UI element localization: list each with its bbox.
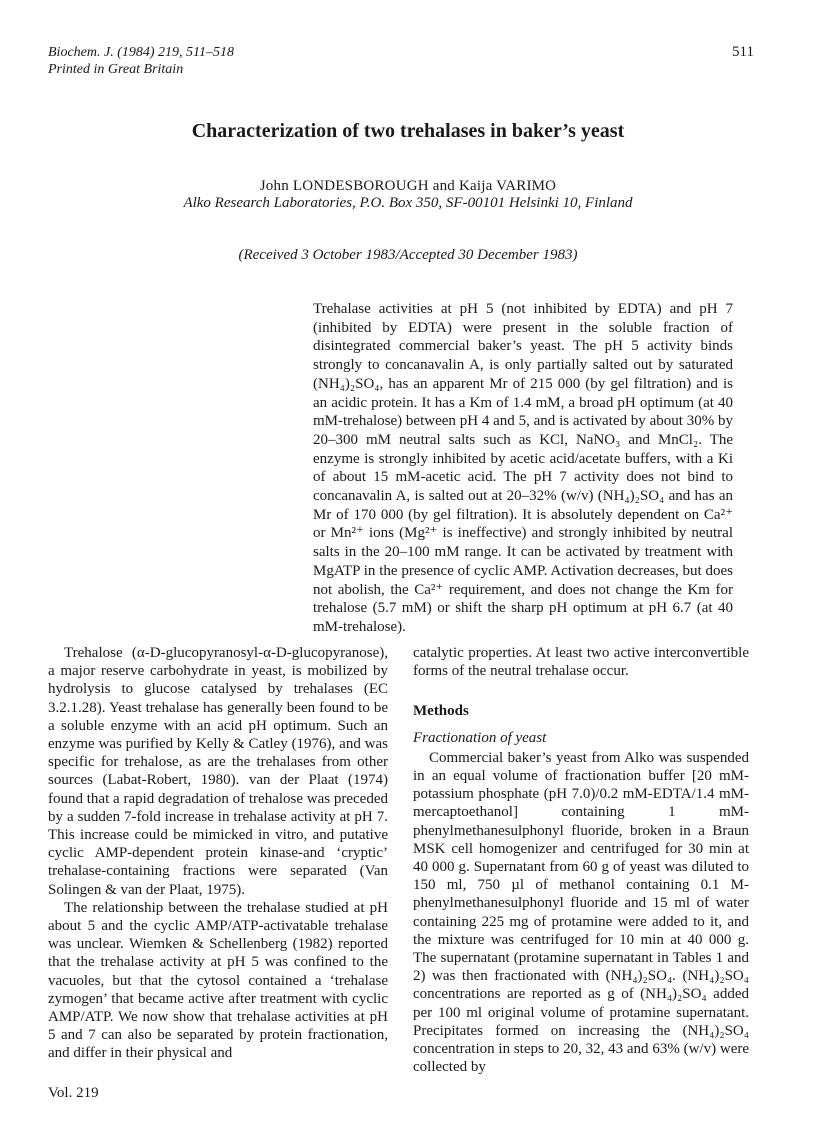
article-title: Characterization of two trehalases in baker’s yeast <box>191 120 625 142</box>
methods-paragraph: Commercial baker’s yeast from Alko was suspended in an equal volume of fractionation buffer [20 mM-potassium phosphate (pH 7.0)/0.2 mM-EDTA/1.4 mM-mercaptoethanol] containing 1 mM-phenylmethanesulphonyl fluoride, broken in a Braun MSK cell homogenizer and centrifuged for 30 min at 40 000 g. Supernatant from 60 g of yeast was diluted to 150 ml, 750 µl of methanol containing 0.1 M-phenylmethanesulphonyl fluoride and 15 ml of water containing 225 mg of protamine were added to it, and the mixture was centrifuged for 10 min at 40 000 g. The supernatant (protamine supernatant in Tables 1 and 2) was then fractionated with (NH₄)₂SO₄. (NH₄)₂SO₄ concentrations are reported as g of (NH₄)₂SO₄ added per 100 ml original volume of protamine supernatant. Precipitates formed on increasing the (NH₄)₂SO₄ concentration in steps to 20, 32, 43 and 63% (w/v) were collected by <box>413 749 749 1076</box>
intro-paragraph-1: Trehalose (α-D-glucopyranosyl-α-D-glucopyranose), a major reserve carbohydrate in yeast, is mobilized by hydrolysis to glucose catalysed by trehalases (EC 3.2.1.28). Yeast trehalase has generally been found to be a soluble enzyme with an acid pH optimum. Such an enzyme was purified by Kelly & Catley (1976), and was specific for trehalose, as are the trehalases from other sources (Labat-Robert, 1980). van der Plaat (1974) found that a rapid degradation of trehalose was preceded by a sudden 7-fold increase in trehalase activity at pH 7. This increase could be mimicked in vitro, and putative cyclic AMP-dependent protein kinase-and ‘cryptic’ trehalase-containing fractions were separated (Van Solingen & van der Plaat, 1975). <box>48 645 388 898</box>
subsection-heading-fractionation: Fractionation of yeast <box>413 729 547 746</box>
received-dates: (Received 3 October 1983/Accepted 30 December 1983) <box>238 247 578 263</box>
abstract <box>313 300 733 637</box>
right-column <box>413 644 749 1076</box>
affiliation: Alko Research Laboratories, P.O. Box 350, SF-00101 Helsinki 10, Finland <box>183 195 633 211</box>
footer-volume: Vol. 219 <box>48 1085 99 1101</box>
page-number: 511 <box>732 44 754 60</box>
intro-paragraph-continued: catalytic properties. At least two active interconvertible forms of the neutral trehalase occur. <box>413 645 749 680</box>
intro-paragraph-2: The relationship between the trehalase studied at pH about 5 and the cyclic AMP/ATP-activatable trehalase was unclear. Wiemken & Schellenberg (1982) reported that the trehalase activity at pH 5 was confined to the vacuoles, but that the cytosol contained a ‘trehalase zymogen’ that became active after treatment with cyclic AMP/ATP. We now show that trehalase activities at pH 5 and 7 can also be separated by protein fractionation, and differ in their physical and <box>48 899 388 1062</box>
section-heading-methods: Methods <box>413 703 469 720</box>
authors: John LONDESBOROUGH and Kaija VARIMO <box>259 178 557 194</box>
printed-in: Printed in Great Britain <box>48 62 184 77</box>
abstract-text: Trehalase activities at pH 5 (not inhibited by EDTA) and pH 7 (inhibited by EDTA) were present in the soluble fraction of disintegrated commercial baker’s yeast. The pH 5 activity binds strongly to concanavalin A, is only partially salted out by saturated (NH₄)₂SO₄, has an apparent Mr of 215 000 (by gel filtration) and is an acidic protein. It has a Km of 1.4 mM, a broad pH optimum (at 40 mM-trehalose) between pH 4 and 5, and is activated by about 30% by 20–300 mM neutral salts such as KCl, NaNO₃ and MnCl₂. The enzyme is strongly inhibited by acetic acid/acetate buffers, with a Ki of about 15 mM-acetic acid. The pH 7 activity does not bind to concanavalin A, is salted out at 20–32% (w/v) (NH₄)₂SO₄ and has an Mr of 170 000 (by gel filtration). It is absolutely dependent on Ca²⁺ or Mn²⁺ ions (Mg²⁺ is ineffective) and strongly inhibited by neutral salts in the 20–100 mM range. It can be activated by treatment with MgATP in the presence of cyclic AMP. Activation decreases, but does not abolish, the Ca²⁺ requirement, and does not change the Km for trehalose (5.7 mM) or shift the sharp pH optimum at pH 6.7 (at 40 mM-trehalose). <box>313 301 733 635</box>
left-column <box>48 644 388 1063</box>
journal-citation: Biochem. J. (1984) 219, 511–518 <box>48 45 234 60</box>
journal-reference <box>48 44 234 78</box>
